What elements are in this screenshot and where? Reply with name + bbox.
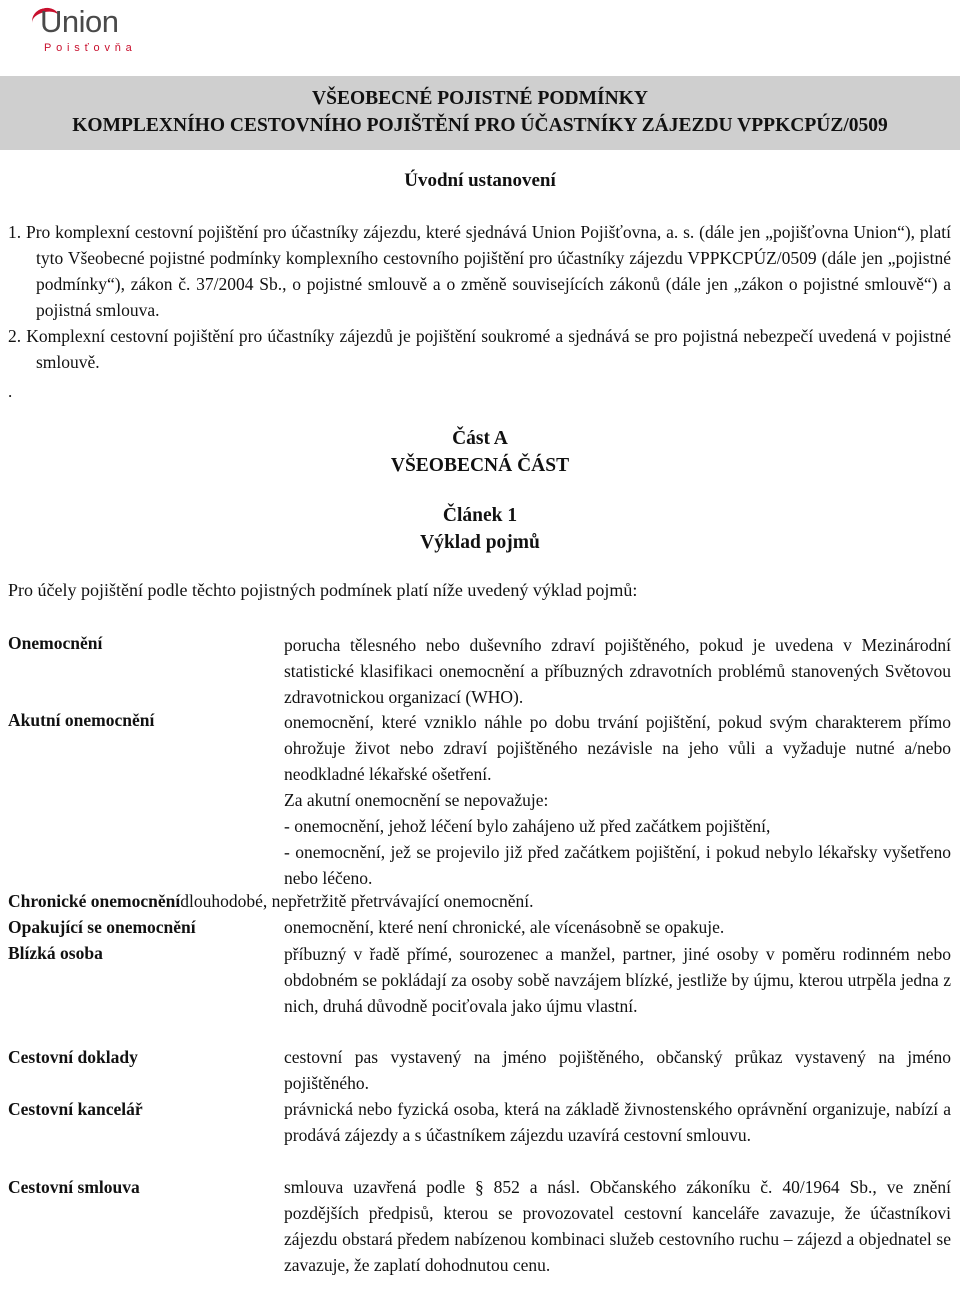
part-title: VŠEOBECNÁ ČÁST <box>390 455 570 476</box>
intro-paragraph-1-text: 1. Pro komplexní cestovní pojištění pro účastníky zájezdu, které sjednává Union Pojišťovna, a. s. (dále jen „pojišťovna Union“), platí tyto Všeobecné pojistné podmínky komplexního cestovního pojištění pro účastníky zájezdu VPPKCPÚZ/0509 (dále jen „pojistné podmínky“), zákon č. 37/2004 Sb., o pojistné smlouvě a o změně souvisejících zákonů (dále jen „zákon o pojistné smlouvě“) a pojistná smlouva. <box>8 222 951 320</box>
term-cestovni-smlouva: Cestovní smlouva <box>8 1177 140 1197</box>
intro-paragraph-2-text: 2. Komplexní cestovní pojištění pro účastníky zájezdů je pojištění soukromé a sjednává se pro pojistná nebezpečí uvedená v pojistné smlouvě. <box>8 326 951 372</box>
def-cestovni-doklady: cestovní pas vystavený na jméno pojištěného, občanský průkaz vystavený na jméno pojištěného. <box>284 1047 951 1093</box>
intro-paragraph-1 <box>8 219 951 323</box>
part-heading <box>0 425 960 479</box>
term-cestovni-kancelar: Cestovní kancelář <box>8 1099 143 1119</box>
intro-heading: Úvodní ustanovení <box>404 170 556 191</box>
def-akutni-extra-1: Za akutní onemocnění se nepovažuje: <box>284 790 549 810</box>
definitions-lead: Pro účely pojištění podle těchto pojistných podmínek platí níže uvedený výklad pojmů: <box>8 580 638 600</box>
document-title-line2: KOMPLEXNÍHO CESTOVNÍHO POJIŠTĚNÍ PRO ÚČASTNÍKY ZÁJEZDU VPPKCPÚZ/0509 <box>72 115 888 136</box>
def-cestovni-smlouva: smlouva uzavřená podle § 852 a násl. Občanského zákoníku č. 40/1964 Sb., ve znění pozdějších předpisů, kterou se provozovatel cestovní kanceláře zavazuje, že účastníkovi zájezdu obstará předem nabízenou kombinaci služeb cestovního ruchu – zájezd a objednatel se zavazuje, že zaplatí dohodnutou cenu. <box>284 1177 951 1275</box>
article-label: Článek 1 <box>442 505 518 526</box>
logo-subtitle: Poisťovňa <box>44 42 137 54</box>
term-cestovni-doklady: Cestovní doklady <box>8 1047 138 1067</box>
def-onemocneni: porucha tělesného nebo duševního zdraví pojištěného, pokud je uvedena v Mezinárodní statistické klasifikaci onemocnění a příbuzných zdravotních problémů stanovených Světovou zdravotnickou organizací (WHO). <box>284 635 951 707</box>
logo-wordmark: Union <box>40 4 119 39</box>
term-opakujici-onemocneni: Opakující se onemocnění <box>8 917 196 937</box>
def-opakujici-onemocneni: onemocnění, které není chronické, ale vícenásobně se opakuje. <box>284 917 725 937</box>
def-akutni-extra-3: - onemocnění, jež se projevilo již před začátkem pojištění, i pokud nebylo lékařsky vyšetřeno nebo léčeno. <box>284 842 951 888</box>
intro-paragraph-2 <box>8 323 951 375</box>
document-title-box <box>0 76 960 150</box>
term-onemocneni: Onemocnění <box>8 633 103 653</box>
chronic-row <box>8 888 951 914</box>
document-title-line1: VŠEOBECNÉ POJISTNÉ PODMÍNKY <box>312 88 648 109</box>
part-label: Část A <box>452 428 508 449</box>
def-akutni-extra-2: - onemocnění, jehož léčení bylo zahájeno už před začátkem pojištění, <box>284 816 771 836</box>
def-blizka-osoba: příbuzný v řadě přímé, sourozenec a manžel, partner, jiné osoby v poměru rodinném nebo obdobném se pokládají za osoby sobě navzájem blízké, jestliže by újmu, kterou utrpěla jedna z nich, druhá důvodně pociťovala jako újmu vlastní. <box>284 944 951 1016</box>
article-title: Výklad pojmů <box>420 532 540 553</box>
term-blizka-osoba: Blízká osoba <box>8 943 103 963</box>
def-akutni-onemocneni: onemocnění, které vzniklo náhle po dobu trvání pojištění, pokud svým charakterem přímo ohrožuje život nebo zdraví pojištěného nezávisle na jeho vůli a vyžaduje nutné a/nebo neodkladné lékařské ošetření. <box>284 712 951 784</box>
term-chronicke-onemocneni: Chronické onemocnění <box>8 891 181 911</box>
stray-dot: . <box>8 382 13 401</box>
term-akutni-onemocneni: Akutní onemocnění <box>8 710 155 730</box>
def-chronicke-onemocneni: dlouhodobé, nepřetržitě přetrvávající onemocnění. <box>180 891 534 911</box>
def-cestovni-kancelar: právnická nebo fyzická osoba, která na základě živnostenského oprávnění organizuje, nabízí a prodává zájezdy a s účastníkem zájezdu uzavírá cestovní smlouvu. <box>284 1099 951 1145</box>
union-logo <box>12 4 142 60</box>
article-heading <box>0 502 960 556</box>
